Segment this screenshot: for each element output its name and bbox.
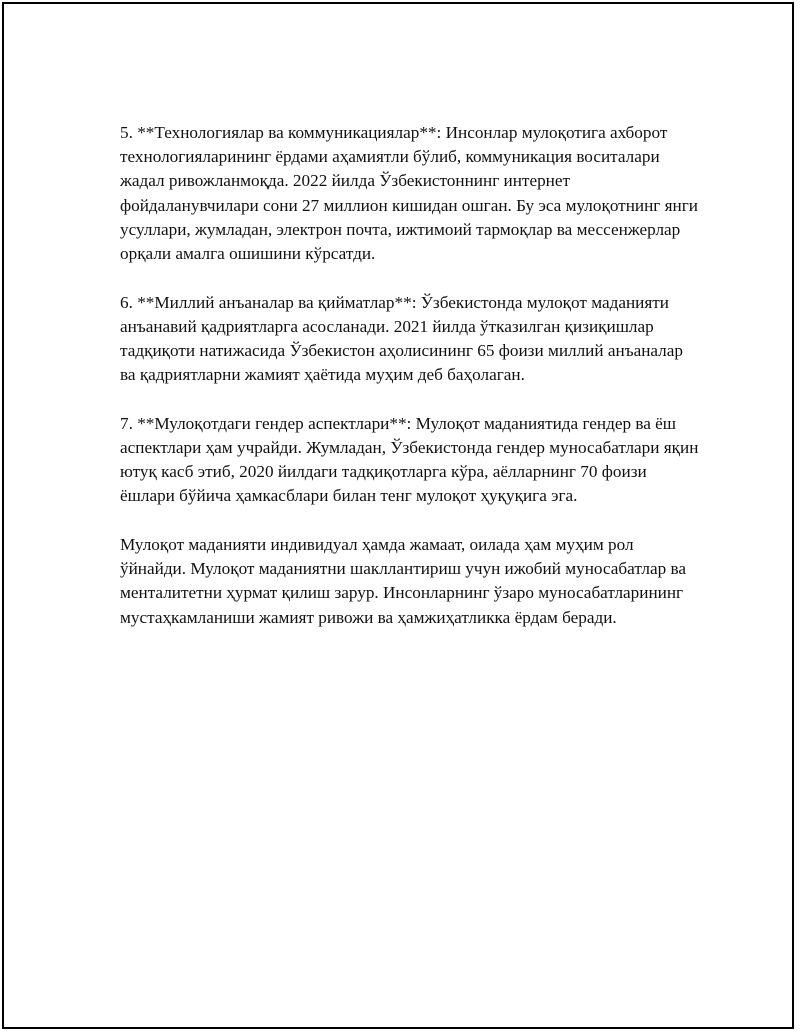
paragraph-conclusion: Мулоқот маданияти индивидуал ҳамда жамаат, оилада ҳам муҳим рол ўйнайди. Мулоқот маданиятни шакллантириш учун ижобий муносабатлар ва менталитетни ҳурмат қилиш зарур. Инсонларнинг ўзаро муносабатларининг мустаҳкамланиши жамият ривожи ва ҳамжиҳатликка ёрдам беради. [120, 535, 687, 627]
document-body [120, 121, 700, 654]
document-page [2, 2, 794, 1029]
paragraph-technology: 5. **Технологиялар ва коммуникациялар**: Инсонлар мулоқотига ахборот технологияларининг ёрдами аҳамиятли бўлиб, коммуникация воситалари жадал ривожланмоқда. 2022 йилда Ўзбекистоннинг интернет фойдаланувчилари сони 27 миллион кишидан ошган. Бу эса мулоқотнинг янги усуллари, жумладан, электрон почта, ижтимоий тармоқлар ва мессенжерлар орқали амалга ошишини кўрсатди. [120, 123, 698, 264]
paragraph-gender-aspects: 7. **Мулоқотдаги гендер аспектлари**: Мулоқот маданиятида гендер ва ёш аспектлари ҳам учрайди. Жумладан, Ўзбекистонда гендер муносабатлари яқин ютуқ касб этиб, 2020 йилдаги тадқиқотларга кўра, аёлларнинг 70 фоизи ёшлари бўйича ҳамкасблари билан тенг мулоқот ҳуқуқига эга. [120, 413, 699, 506]
paragraph-national-traditions: 6. **Миллий анъаналар ва қийматлар**: Ўзбекистонда мулоқот маданияти анъанавий қадриятларга асосланади. 2021 йилда ўтказилган қизиқишлар тадқиқоти натижасида Ўзбекистон аҳолисининг 65 фоизи миллий анъаналар ва қадриятларни жамият ҳаётида муҳим деб баҳолаган. [120, 292, 683, 385]
